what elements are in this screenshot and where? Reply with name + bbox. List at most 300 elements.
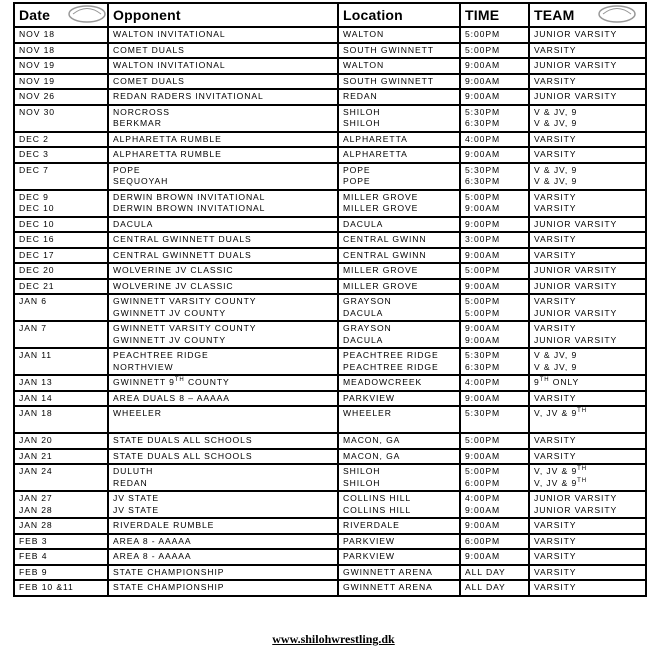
cell-time xyxy=(460,132,529,148)
cell-time xyxy=(460,163,529,190)
location-text: PEACHTREE RIDGE xyxy=(343,350,439,360)
cell-date xyxy=(14,464,108,491)
cell-location xyxy=(338,580,460,596)
cell-time xyxy=(460,58,529,74)
time-text: 9:00AM xyxy=(465,551,501,561)
cell-team xyxy=(529,43,646,59)
opponent-text: STATE CHAMPIONSHIP xyxy=(113,566,225,577)
time-text: 4:00PM xyxy=(465,377,501,387)
header-time: TIME xyxy=(460,3,529,27)
date-text: DEC 20 xyxy=(19,265,55,275)
cell-location xyxy=(338,232,460,248)
table-row xyxy=(14,491,646,518)
time-text: 5:30PM xyxy=(465,106,501,117)
team-text: VARSITY xyxy=(534,133,577,144)
cell-team xyxy=(529,565,646,581)
date-text: JAN 27 xyxy=(19,493,53,503)
team-text: JUNIOR VARSITY xyxy=(534,29,618,39)
team-text: VARSITY xyxy=(534,566,577,577)
opponent-text: WOLVERINE JV CLASSIC xyxy=(113,265,234,275)
cell-time xyxy=(460,27,529,43)
header-opponent: Opponent xyxy=(108,3,338,27)
cell-date xyxy=(14,263,108,279)
header-team: TEAM xyxy=(529,3,646,27)
cell-team xyxy=(529,580,646,596)
cell-team xyxy=(529,391,646,407)
cell-date xyxy=(14,580,108,596)
cell-time xyxy=(460,217,529,233)
table-row xyxy=(14,105,646,132)
table-row xyxy=(14,565,646,581)
cell-location xyxy=(338,406,460,433)
cell-time xyxy=(460,449,529,465)
time-text: ALL DAY xyxy=(465,566,506,577)
team-text: VARSITY xyxy=(534,535,577,546)
team-text: JUNIOR VARSITY xyxy=(534,91,618,101)
cell-time xyxy=(460,565,529,581)
cell-time xyxy=(460,348,529,375)
header-location: Location xyxy=(338,3,460,27)
team-text: VARSITY xyxy=(534,551,577,561)
cell-time xyxy=(460,89,529,105)
date-text: NOV 18 xyxy=(19,29,55,39)
table-row xyxy=(14,74,646,90)
opponent-text: WHEELER xyxy=(113,408,162,418)
time-text: 5:00PM xyxy=(465,466,501,476)
cell-opponent xyxy=(108,27,338,43)
cell-opponent xyxy=(108,248,338,264)
time-text: 5:00PM xyxy=(465,307,501,318)
cell-date xyxy=(14,89,108,105)
time-text: 5:30PM xyxy=(465,164,501,175)
cell-location xyxy=(338,58,460,74)
cell-location xyxy=(338,263,460,279)
location-text: MILLER GROVE xyxy=(343,203,419,213)
cell-team xyxy=(529,375,646,391)
cell-team xyxy=(529,132,646,148)
date-text: JAN 28 xyxy=(19,520,53,530)
cell-opponent xyxy=(108,565,338,581)
time-text: 9:00AM xyxy=(465,249,501,260)
location-text: REDAN xyxy=(343,91,378,101)
opponent-text: WALTON INVITATIONAL xyxy=(113,29,226,39)
cell-date xyxy=(14,132,108,148)
table-row xyxy=(14,518,646,534)
cell-team xyxy=(529,163,646,190)
time-text: 5:30PM xyxy=(465,408,501,418)
cell-opponent xyxy=(108,147,338,163)
table-row xyxy=(14,433,646,449)
cell-opponent xyxy=(108,406,338,433)
location-text: SHILOH xyxy=(343,118,381,128)
cell-opponent xyxy=(108,433,338,449)
team-text: VARSITY xyxy=(534,435,577,445)
date-text: DEC 17 xyxy=(19,249,55,260)
cell-time xyxy=(460,518,529,534)
table-row xyxy=(14,279,646,295)
table-row xyxy=(14,232,646,248)
cell-time xyxy=(460,294,529,321)
team-text: JUNIOR VARSITY xyxy=(534,60,618,70)
cell-location xyxy=(338,89,460,105)
cell-date xyxy=(14,58,108,74)
location-text: SHILOH xyxy=(343,477,381,488)
opponent-text: REDAN RADERS INVITATIONAL xyxy=(113,91,264,101)
cell-date xyxy=(14,491,108,518)
date-text: FEB 10 &11 xyxy=(19,582,74,592)
time-text: ALL DAY xyxy=(465,582,506,592)
location-text: CENTRAL GWINN xyxy=(343,234,427,244)
cell-opponent xyxy=(108,491,338,518)
cell-opponent xyxy=(108,89,338,105)
cell-date xyxy=(14,348,108,375)
table-row xyxy=(14,263,646,279)
team-text: VARSITY xyxy=(534,450,577,461)
logo-right-icon xyxy=(597,5,637,23)
table-row xyxy=(14,58,646,74)
cell-team xyxy=(529,279,646,295)
team-text: V & JV, 9 xyxy=(534,176,578,186)
cell-location xyxy=(338,321,460,348)
opponent-text: SEQUOYAH xyxy=(113,176,169,186)
cell-date xyxy=(14,217,108,233)
cell-opponent xyxy=(108,279,338,295)
cell-opponent xyxy=(108,105,338,132)
opponent-text: DERWIN BROWN INVITATIONAL xyxy=(113,191,266,202)
opponent-text: CENTRAL GWINNETT DUALS xyxy=(113,234,252,244)
cell-opponent xyxy=(108,163,338,190)
location-text: SHILOH xyxy=(343,466,381,476)
cell-location xyxy=(338,248,460,264)
opponent-text: COMET DUALS xyxy=(113,44,185,55)
cell-team xyxy=(529,89,646,105)
cell-time xyxy=(460,464,529,491)
team-text: JUNIOR VARSITY xyxy=(534,307,618,318)
opponent-text: NORTHVIEW xyxy=(113,361,174,372)
cell-opponent xyxy=(108,74,338,90)
opponent-text: GWINNETT JV COUNTY xyxy=(113,307,226,318)
cell-location xyxy=(338,132,460,148)
cell-date xyxy=(14,375,108,391)
opponent-text: JV STATE xyxy=(113,504,160,515)
table-row xyxy=(14,464,646,491)
table-row xyxy=(14,248,646,264)
team-text: JUNIOR VARSITY xyxy=(534,218,618,229)
cell-time xyxy=(460,491,529,518)
opponent-text: REDAN xyxy=(113,477,148,488)
table-row xyxy=(14,321,646,348)
location-text: MEADOWCREEK xyxy=(343,377,423,387)
cell-team xyxy=(529,105,646,132)
date-text: FEB 3 xyxy=(19,535,48,546)
location-text: SOUTH GWINNETT xyxy=(343,44,434,55)
opponent-text: COMET DUALS xyxy=(113,75,185,86)
cell-team xyxy=(529,190,646,217)
opponent-text: GWINNETT VARSITY COUNTY xyxy=(113,323,257,333)
time-text: 6:00PM xyxy=(465,477,501,488)
team-text: JUNIOR VARSITY xyxy=(534,280,618,291)
cell-date xyxy=(14,74,108,90)
location-text: MILLER GROVE xyxy=(343,280,419,291)
time-text: 6:30PM xyxy=(465,118,501,128)
cell-location xyxy=(338,147,460,163)
team-text: JUNIOR VARSITY xyxy=(534,334,618,345)
time-text: 9:00AM xyxy=(465,504,501,515)
cell-date xyxy=(14,321,108,348)
cell-date xyxy=(14,294,108,321)
opponent-text: ALPHARETTA RUMBLE xyxy=(113,133,222,144)
team-text: V & JV, 9 xyxy=(534,361,578,372)
cell-team xyxy=(529,464,646,491)
cell-date xyxy=(14,433,108,449)
cell-date xyxy=(14,43,108,59)
time-text: 3:00PM xyxy=(465,234,501,244)
cell-opponent xyxy=(108,348,338,375)
time-text: 4:00PM xyxy=(465,133,501,144)
cell-team xyxy=(529,217,646,233)
date-text: NOV 26 xyxy=(19,91,55,101)
cell-time xyxy=(460,263,529,279)
cell-opponent xyxy=(108,580,338,596)
cell-time xyxy=(460,248,529,264)
location-text: MACON, GA xyxy=(343,450,401,461)
table-row xyxy=(14,132,646,148)
team-text: VARSITY xyxy=(534,191,577,202)
date-text: FEB 4 xyxy=(19,551,48,561)
date-text: JAN 20 xyxy=(19,435,53,445)
opponent-text: RIVERDALE RUMBLE xyxy=(113,520,215,530)
table-row xyxy=(14,294,646,321)
table-row xyxy=(14,89,646,105)
cell-team xyxy=(529,348,646,375)
team-text: V & JV, 9 xyxy=(534,350,578,360)
cell-location xyxy=(338,375,460,391)
opponent-text: NORCROSS xyxy=(113,106,170,117)
opponent-text: CENTRAL GWINNETT DUALS xyxy=(113,249,252,260)
cell-date xyxy=(14,279,108,295)
time-text: 9:00AM xyxy=(465,450,501,461)
time-text: 9:00AM xyxy=(465,75,501,86)
team-text: VARSITY xyxy=(534,44,577,55)
time-text: 9:00AM xyxy=(465,280,501,291)
cell-date xyxy=(14,147,108,163)
team-text: 9TH ONLY xyxy=(534,377,580,387)
opponent-text: STATE CHAMPIONSHIP xyxy=(113,582,225,592)
time-text: 9:00AM xyxy=(465,60,501,70)
cell-opponent xyxy=(108,217,338,233)
location-text: PARKVIEW xyxy=(343,551,395,561)
cell-location xyxy=(338,279,460,295)
opponent-text: GWINNETT JV COUNTY xyxy=(113,334,226,345)
cell-time xyxy=(460,580,529,596)
team-text: VARSITY xyxy=(534,234,577,244)
cell-date xyxy=(14,190,108,217)
cell-date xyxy=(14,565,108,581)
website-link[interactable]: www.shilohwrestling.dk xyxy=(272,632,395,646)
time-text: 6:30PM xyxy=(465,176,501,186)
date-text: DEC 7 xyxy=(19,164,49,175)
cell-time xyxy=(460,549,529,565)
location-text: GRAYSON xyxy=(343,323,392,333)
opponent-text: DERWIN BROWN INVITATIONAL xyxy=(113,203,266,213)
cell-team xyxy=(529,74,646,90)
team-text: JUNIOR VARSITY xyxy=(534,493,618,503)
team-text: VARSITY xyxy=(534,582,577,592)
cell-location xyxy=(338,433,460,449)
location-text: PEACHTREE RIDGE xyxy=(343,361,439,372)
date-text: JAN 14 xyxy=(19,392,53,403)
cell-date xyxy=(14,449,108,465)
cell-location xyxy=(338,217,460,233)
date-text: JAN 18 xyxy=(19,408,53,418)
table-row xyxy=(14,217,646,233)
date-text: DEC 10 xyxy=(19,203,55,213)
team-text: VARSITY xyxy=(534,323,577,333)
opponent-text: GWINNETT 9TH COUNTY xyxy=(113,377,230,387)
team-text: V & JV, 9 xyxy=(534,106,578,117)
team-text: V & JV, 9 xyxy=(534,164,578,175)
cell-date xyxy=(14,549,108,565)
team-text: VARSITY xyxy=(534,249,577,260)
team-text: V, JV & 9TH xyxy=(534,466,587,476)
cell-date xyxy=(14,248,108,264)
cell-location xyxy=(338,449,460,465)
date-text: JAN 13 xyxy=(19,377,53,387)
cell-opponent xyxy=(108,58,338,74)
cell-opponent xyxy=(108,190,338,217)
location-text: MILLER GROVE xyxy=(343,265,419,275)
cell-team xyxy=(529,58,646,74)
cell-time xyxy=(460,391,529,407)
cell-date xyxy=(14,406,108,433)
team-text: V, JV & 9TH xyxy=(534,408,587,418)
team-text: V, JV & 9TH xyxy=(534,477,587,488)
cell-opponent xyxy=(108,294,338,321)
date-text: JAN 21 xyxy=(19,450,53,461)
time-text: 4:00PM xyxy=(465,493,501,503)
cell-opponent xyxy=(108,449,338,465)
team-text: JUNIOR VARSITY xyxy=(534,504,618,515)
cell-team xyxy=(529,263,646,279)
cell-location xyxy=(338,534,460,550)
cell-opponent xyxy=(108,534,338,550)
cell-time xyxy=(460,433,529,449)
time-text: 5:00PM xyxy=(465,435,501,445)
cell-time xyxy=(460,147,529,163)
date-text: FEB 9 xyxy=(19,566,48,577)
cell-team xyxy=(529,491,646,518)
location-text: POPE xyxy=(343,176,371,186)
date-text: NOV 19 xyxy=(19,75,55,86)
cell-opponent xyxy=(108,232,338,248)
time-text: 9:00AM xyxy=(465,323,501,333)
cell-date xyxy=(14,232,108,248)
cell-time xyxy=(460,279,529,295)
date-text: NOV 19 xyxy=(19,60,55,70)
cell-location xyxy=(338,518,460,534)
location-text: ALPHARETTA xyxy=(343,149,408,159)
cell-location xyxy=(338,105,460,132)
cell-team xyxy=(529,248,646,264)
cell-team xyxy=(529,232,646,248)
date-text: JAN 6 xyxy=(19,296,47,306)
cell-opponent xyxy=(108,263,338,279)
date-text: JAN 7 xyxy=(19,323,47,333)
date-text: DEC 16 xyxy=(19,234,55,244)
opponent-text: AREA 8 - AAAAA xyxy=(113,535,192,546)
time-text: 6:00PM xyxy=(465,535,501,546)
opponent-text: ALPHARETTA RUMBLE xyxy=(113,149,222,159)
cell-time xyxy=(460,375,529,391)
cell-location xyxy=(338,491,460,518)
team-text: VARSITY xyxy=(534,203,577,213)
time-text: 5:00PM xyxy=(465,191,501,202)
cell-team xyxy=(529,534,646,550)
table-row xyxy=(14,549,646,565)
time-text: 5:00PM xyxy=(465,29,501,39)
date-text: DEC 9 xyxy=(19,191,49,202)
location-text: COLLINS HILL xyxy=(343,493,412,503)
cell-time xyxy=(460,74,529,90)
cell-location xyxy=(338,464,460,491)
location-text: DACULA xyxy=(343,218,384,229)
schedule-table xyxy=(13,2,647,597)
time-text: 9:00AM xyxy=(465,149,501,159)
cell-opponent xyxy=(108,464,338,491)
opponent-text: GWINNETT VARSITY COUNTY xyxy=(113,296,257,306)
table-row xyxy=(14,406,646,433)
table-row xyxy=(14,27,646,43)
location-text: WHEELER xyxy=(343,408,392,418)
team-text: V & JV, 9 xyxy=(534,118,578,128)
time-text: 5:00PM xyxy=(465,265,501,275)
cell-time xyxy=(460,321,529,348)
location-text: PARKVIEW xyxy=(343,392,395,403)
table-row xyxy=(14,348,646,375)
cell-location xyxy=(338,565,460,581)
table-row xyxy=(14,43,646,59)
cell-opponent xyxy=(108,132,338,148)
date-text: DEC 10 xyxy=(19,218,55,229)
cell-team xyxy=(529,321,646,348)
location-text: GWINNETT ARENA xyxy=(343,582,433,592)
opponent-text: STATE DUALS ALL SCHOOLS xyxy=(113,450,253,461)
opponent-text: PEACHTREE RIDGE xyxy=(113,350,209,360)
date-text: DEC 21 xyxy=(19,280,55,291)
table-row xyxy=(14,190,646,217)
table-row xyxy=(14,580,646,596)
opponent-text: DULUTH xyxy=(113,466,154,476)
opponent-text: BERKMAR xyxy=(113,118,162,128)
time-text: 6:30PM xyxy=(465,361,501,372)
opponent-text: WOLVERINE JV CLASSIC xyxy=(113,280,234,291)
location-text: CENTRAL GWINN xyxy=(343,249,427,260)
date-text: DEC 3 xyxy=(19,149,49,159)
team-text: VARSITY xyxy=(534,296,577,306)
time-text: 9:00AM xyxy=(465,91,501,101)
date-text: NOV 30 xyxy=(19,106,55,117)
cell-team xyxy=(529,294,646,321)
cell-team xyxy=(529,27,646,43)
cell-team xyxy=(529,449,646,465)
date-text: DEC 2 xyxy=(19,133,49,144)
cell-opponent xyxy=(108,518,338,534)
time-text: 9:00PM xyxy=(465,218,501,229)
cell-time xyxy=(460,190,529,217)
cell-time xyxy=(460,43,529,59)
location-text: COLLINS HILL xyxy=(343,504,412,515)
date-text: NOV 18 xyxy=(19,44,55,55)
